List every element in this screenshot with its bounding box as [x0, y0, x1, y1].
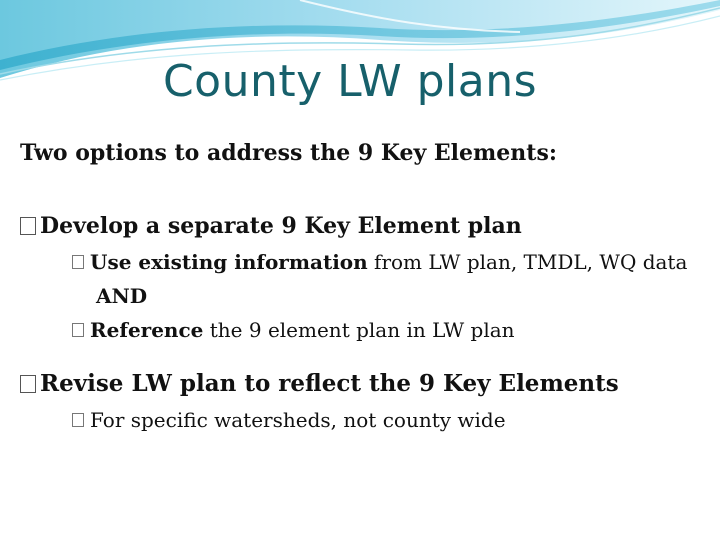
- option-2: [20, 370, 619, 397]
- option-1-sub-1: [72, 250, 687, 274]
- square-bullet-icon: [20, 375, 36, 393]
- intro-text: Two options to address the 9 Key Elements:: [20, 140, 557, 166]
- option-2-sub-1: [72, 408, 506, 432]
- option-1-sub-2-bold: Reference: [90, 318, 204, 342]
- option-1-label: Develop a separate 9 Key Element plan: [40, 213, 522, 239]
- slide-title: County LW plans: [162, 56, 538, 107]
- option-2-sub-1-text: For specific watersheds, not county wide: [90, 408, 506, 432]
- square-bullet-icon: [72, 413, 84, 427]
- option-1-sub-1-continuation: AND: [96, 284, 148, 308]
- square-bullet-icon: [72, 323, 84, 337]
- option-1: [20, 213, 522, 239]
- option-1-sub-2-rest: the 9 element plan in LW plan: [203, 318, 515, 342]
- option-1-sub-1-rest: from LW plan, TMDL, WQ data: [367, 250, 688, 274]
- option-1-sub-1-bold: Use existing information: [90, 250, 368, 274]
- option-1-sub-2: [72, 318, 515, 342]
- square-bullet-icon: [20, 217, 36, 235]
- square-bullet-icon: [72, 255, 84, 269]
- option-2-label: Revise LW plan to reflect the 9 Key Elements: [40, 370, 619, 397]
